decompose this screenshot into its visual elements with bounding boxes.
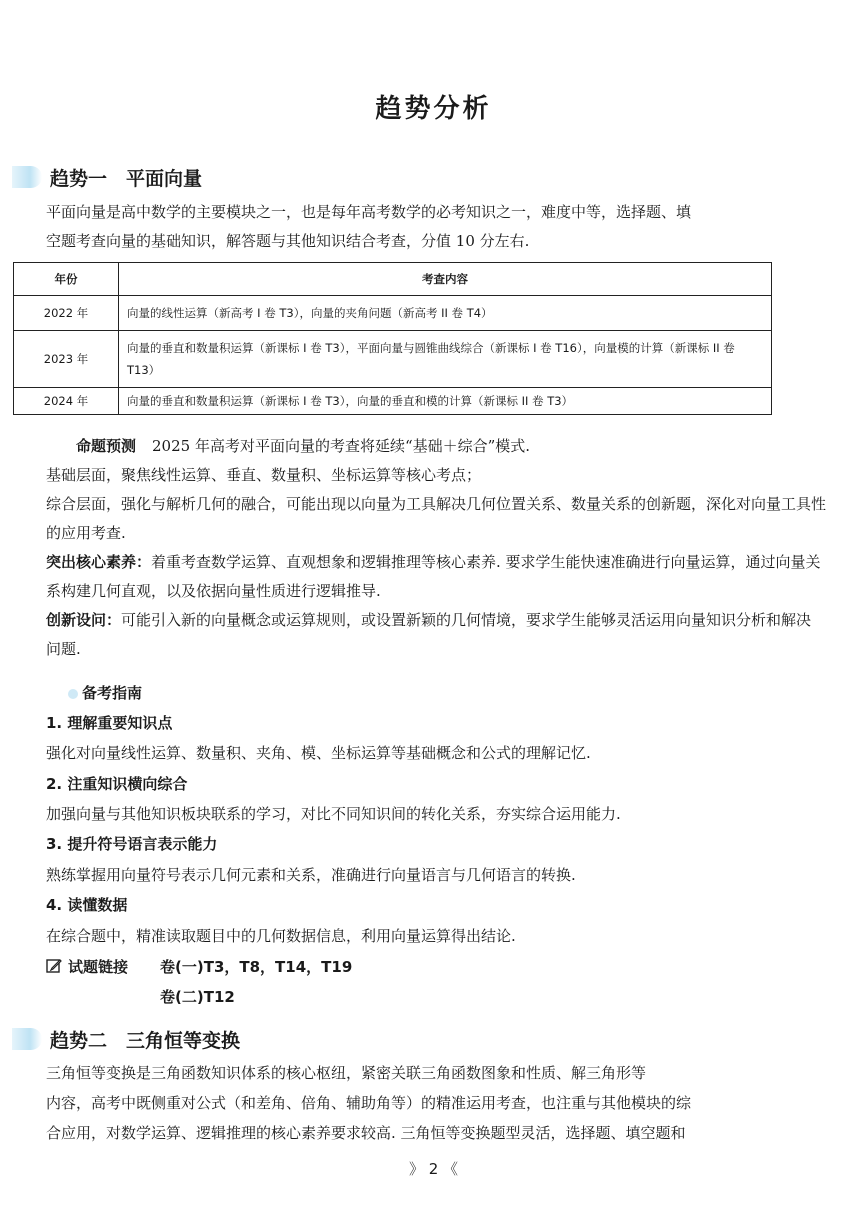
trend1-intro-line1: 平面向量是高中数学的主要模块之一，也是每年高考数学的必考知识之一，难度中等，选择题、填	[46, 203, 692, 221]
core-text: 着重考查数学运算、直观想象和逻辑推理等核心素养. 要求学生能快速准确进行向量运算，通过向量关系构建几何直观，以及依据向量性质进行逻辑推导.	[46, 553, 821, 600]
forecast-block	[46, 432, 826, 664]
test-link-ref-2: 卷(二)T12	[160, 988, 235, 1006]
forecast-line	[46, 432, 826, 461]
table-row	[14, 388, 772, 415]
page-number: 》 2 《	[408, 1160, 459, 1178]
guide-item-text: 在综合题中，精准读取题目中的几何数据信息，利用向量运算得出结论.	[46, 927, 516, 945]
exam-table	[13, 262, 772, 415]
innov-text: 可能引入新的向量概念或运算规则，或设置新颖的几何情境，要求学生能够灵活运用向量知识分析和解决问题.	[46, 611, 812, 658]
forecast-label: 命题预测	[76, 437, 137, 455]
guide-item-text: 加强向量与其他知识板块联系的学习，对比不同知识间的转化关系，夯实综合运用能力.	[46, 805, 621, 823]
table-cell-year: 2024 年	[14, 388, 119, 415]
guide-item-text: 熟练掌握用向量符号表示几何元素和关系，准确进行向量语言与几何语言的转换.	[46, 866, 576, 884]
trend2-heading-text: 趋势二 三角恒等变换	[50, 1030, 241, 1052]
table-header-row	[14, 263, 772, 296]
innov-label: 创新设问：	[46, 611, 122, 629]
page-title: 趋势分析	[375, 94, 492, 124]
guide-item-title: 1. 理解重要知识点	[46, 714, 173, 732]
trend1-heading-text: 趋势一 平面向量	[50, 168, 203, 190]
comprehensive-level: 综合层面，强化与解析几何的融合，可能出现以向量为工具解决几何位置关系、数量关系的创新题，深化对向量工具性的应用考查.	[46, 495, 827, 542]
guide-heading-text: 备考指南	[82, 684, 143, 702]
table-row	[14, 296, 772, 331]
table-cell-year: 2023 年	[14, 331, 119, 388]
basic-level: 基础层面，聚焦线性运算、垂直、数量积、坐标运算等核心考点；	[46, 466, 482, 484]
trend2-intro-line1: 三角恒等变换是三角函数知识体系的核心枢纽，紧密关联三角函数图象和性质、解三角形等	[46, 1064, 647, 1082]
trend2-intro-line3: 合应用，对数学运算、逻辑推理的核心素养要求较高. 三角恒等变换题型灵活，选择题、填空题和	[46, 1124, 686, 1142]
heading-marker-icon	[12, 166, 42, 188]
guide-item-title: 3. 提升符号语言表示能力	[46, 835, 218, 853]
table-cell-content: 向量的线性运算（新高考 I 卷 T3），向量的夹角问题（新高考 II 卷 T4）	[119, 296, 772, 331]
edit-pencil-icon	[46, 958, 62, 978]
test-link	[46, 956, 353, 978]
trend2-intro	[46, 1058, 826, 1148]
table-cell-content: 向量的垂直和数量积运算（新课标 I 卷 T3），向量的垂直和模的计算（新课标 II 卷 T3）	[119, 388, 772, 415]
guide-item-text: 强化对向量线性运算、数量积、夹角、模、坐标运算等基础概念和公式的理解记忆.	[46, 744, 591, 762]
guide-heading	[68, 682, 142, 703]
table-cell-year: 2022 年	[14, 296, 119, 331]
forecast-text: 2025 年高考对平面向量的考查将延续“基础＋综合”模式.	[152, 437, 531, 455]
test-link-ref-1: 卷(一)T3，T8，T14，T19	[160, 958, 353, 976]
guide-item-title: 4. 读懂数据	[46, 896, 128, 914]
trend1-intro	[46, 198, 826, 256]
innovation	[46, 606, 826, 664]
heading-marker-icon	[12, 1028, 42, 1050]
table-header-year: 年份	[14, 263, 119, 296]
trend2-intro-line2: 内容，高考中既侧重对公式（和差角、倍角、辅助角等）的精准运用考查，也注重与其他模块的综	[46, 1094, 692, 1112]
table-header-content: 考查内容	[119, 263, 772, 296]
core-literacy	[46, 548, 826, 606]
guide-dot-icon	[68, 689, 78, 699]
core-label: 突出核心素养：	[46, 553, 152, 571]
test-link-label: 试题链接	[68, 958, 129, 976]
trend1-intro-line2: 空题考查向量的基础知识，解答题与其他知识结合考查，分值 10 分左右.	[46, 232, 530, 250]
table-row	[14, 331, 772, 388]
guide-item-title: 2. 注重知识横向综合	[46, 775, 188, 793]
table-cell-content: 向量的垂直和数量积运算（新课标 I 卷 T3），平面向量与圆锥曲线综合（新课标 I 卷 T16），向量模的计算（新课标 II 卷 T13）	[119, 331, 772, 388]
